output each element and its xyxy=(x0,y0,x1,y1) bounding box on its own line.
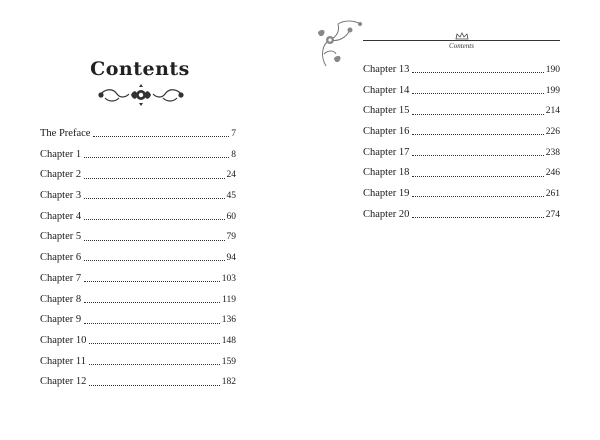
toc-entry[interactable] xyxy=(363,205,560,226)
dot-leader xyxy=(412,113,543,115)
toc-entry-page: 148 xyxy=(221,335,236,346)
toc-list-right xyxy=(363,60,560,226)
toc-entry-page: 159 xyxy=(221,356,236,367)
toc-entry-page: 238 xyxy=(545,147,560,158)
toc-entry-label: Chapter 17 xyxy=(363,146,410,158)
toc-entry-page: 24 xyxy=(226,170,236,181)
toc-entry-label: Chapter 7 xyxy=(40,272,82,284)
toc-entry-label: Chapter 11 xyxy=(40,355,86,367)
toc-entry[interactable] xyxy=(40,290,236,311)
toc-entry-page: 119 xyxy=(222,294,236,305)
toc-entry[interactable] xyxy=(363,143,560,164)
toc-entry-page: 8 xyxy=(231,149,236,160)
toc-entry[interactable] xyxy=(40,269,236,290)
toc-entry-label: Chapter 9 xyxy=(40,314,82,326)
toc-entry-label: Chapter 4 xyxy=(40,210,82,222)
toc-entry-label: Chapter 19 xyxy=(363,188,410,200)
toc-entry-page: 136 xyxy=(221,315,236,326)
dot-leader xyxy=(412,71,543,73)
toc-entry-label: Chapter 15 xyxy=(363,105,410,117)
toc-entry[interactable] xyxy=(40,352,236,373)
dot-leader xyxy=(89,384,219,386)
contents-title: Contents xyxy=(90,58,190,80)
toc-entry-page: 45 xyxy=(226,191,236,202)
dot-leader xyxy=(89,363,220,365)
toc-entry-label: Chapter 12 xyxy=(40,376,87,388)
toc-entry[interactable] xyxy=(40,207,236,228)
toc-entry-page: 274 xyxy=(545,209,560,220)
toc-entry-page: 226 xyxy=(545,127,560,138)
toc-entry-label: Chapter 5 xyxy=(40,231,82,243)
toc-entry-page: 190 xyxy=(545,65,560,75)
toc-entry-page: 60 xyxy=(226,211,236,222)
toc-entry[interactable] xyxy=(40,227,236,248)
toc-entry[interactable] xyxy=(363,60,560,81)
dot-leader xyxy=(84,280,220,282)
toc-entry-label: Chapter 14 xyxy=(363,84,410,96)
toc-entry-label: Chapter 2 xyxy=(40,169,82,181)
toc-entry-label: Chapter 16 xyxy=(363,126,410,138)
dot-leader xyxy=(84,218,224,220)
dot-leader xyxy=(412,175,543,177)
toc-entry-page: 261 xyxy=(545,189,560,200)
toc-entry[interactable] xyxy=(363,184,560,205)
toc-entry[interactable] xyxy=(40,331,236,352)
dot-leader xyxy=(412,216,543,218)
toc-entry-page: 103 xyxy=(221,273,236,284)
toc-entry-page: 199 xyxy=(545,85,560,96)
floral-corner-icon xyxy=(314,14,364,70)
dot-leader xyxy=(84,197,224,199)
toc-entry-page: 79 xyxy=(226,232,236,243)
toc-entry[interactable] xyxy=(40,165,236,186)
toc-entry[interactable] xyxy=(40,186,236,207)
toc-entry[interactable] xyxy=(40,124,236,145)
dot-leader xyxy=(84,301,220,303)
toc-entry-page: 182 xyxy=(221,377,236,388)
toc-entry-page: 94 xyxy=(226,253,236,264)
toc-entry-label: Chapter 1 xyxy=(40,148,82,160)
toc-entry[interactable] xyxy=(40,145,236,166)
toc-entry-page: 7 xyxy=(231,129,236,139)
dot-leader xyxy=(412,92,543,94)
toc-entry-label: Chapter 18 xyxy=(363,167,410,179)
toc-entry[interactable] xyxy=(363,81,560,102)
right-page xyxy=(300,0,600,440)
running-header: Contents xyxy=(449,42,474,50)
floral-flourish-icon xyxy=(95,84,187,106)
toc-entry[interactable] xyxy=(363,101,560,122)
dot-leader xyxy=(84,239,224,241)
toc-entry[interactable] xyxy=(40,310,236,331)
toc-entry-page: 214 xyxy=(545,106,560,117)
toc-entry-label: Chapter 10 xyxy=(40,334,87,346)
dot-leader xyxy=(412,195,543,197)
crown-ornament-icon xyxy=(455,32,469,40)
header-rule xyxy=(363,40,560,41)
toc-entry-label: Chapter 13 xyxy=(363,64,410,75)
dot-leader xyxy=(84,259,224,261)
toc-entry-page: 246 xyxy=(545,168,560,179)
toc-entry-label: Chapter 3 xyxy=(40,190,82,202)
toc-entry[interactable] xyxy=(40,372,236,393)
dot-leader xyxy=(84,177,224,179)
toc-entry[interactable] xyxy=(363,122,560,143)
toc-entry-label: Chapter 20 xyxy=(363,208,410,220)
dot-leader xyxy=(84,156,229,158)
toc-entry-label: Chapter 8 xyxy=(40,293,82,305)
dot-leader xyxy=(412,154,543,156)
toc-entry-label: Chapter 6 xyxy=(40,252,82,264)
dot-leader xyxy=(93,135,229,137)
toc-list-left xyxy=(40,124,236,393)
dot-leader xyxy=(84,322,220,324)
dot-leader xyxy=(412,133,543,135)
toc-entry[interactable] xyxy=(363,163,560,184)
toc-entry-label: The Preface xyxy=(40,128,91,139)
dot-leader xyxy=(89,342,219,344)
toc-entry[interactable] xyxy=(40,248,236,269)
